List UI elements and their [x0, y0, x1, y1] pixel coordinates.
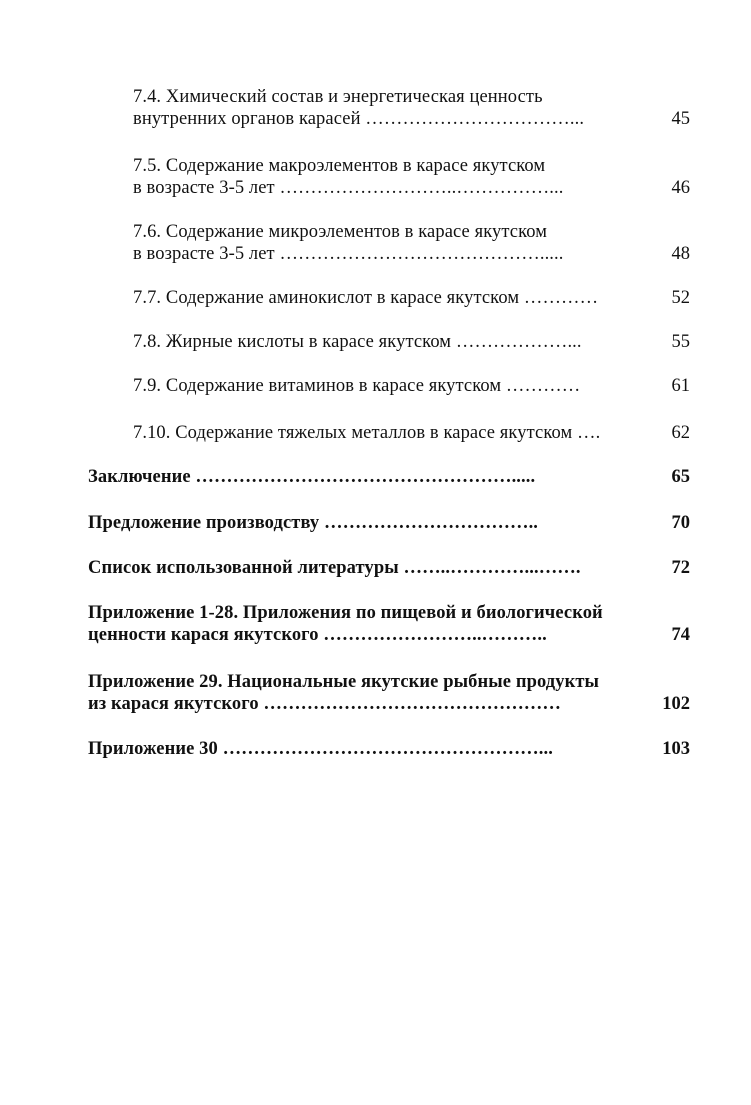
toc-entry-title-line2: ценности карася якутского ……………………..……….. — [88, 625, 547, 645]
toc-entry-title-line1: Приложение 29. Национальные якутские рыбные продукты — [88, 672, 600, 692]
toc-entry-title-line2: из карася якутского ………………………………………… — [88, 694, 561, 714]
toc-entry-title-line1: 7.6. Содержание микроэлементов в карасе якутском — [133, 222, 548, 242]
toc-entry-title-line2: внутренних органов карасей ……………………………... — [133, 109, 585, 129]
toc-entry-page-number: 103 — [662, 739, 690, 759]
toc-entry-title-line2: в возрасте 3-5 лет ……………………………………..... — [133, 244, 564, 264]
toc-entry-page-number: 55 — [671, 332, 690, 352]
toc-entry-page-number: 45 — [671, 109, 690, 129]
toc-entry-page-number: 70 — [671, 513, 690, 533]
toc-entry-title-line1: Приложение 1-28. Приложения по пищевой и биологической — [88, 603, 603, 623]
toc-entry-title: 7.7. Содержание аминокислот в карасе якутском ………… — [133, 288, 599, 308]
toc-entry-page-number: 102 — [662, 694, 690, 714]
toc-entry-page-number: 61 — [671, 376, 690, 396]
toc-entry-title-line1: 7.4. Химический состав и энергетическая ценность — [133, 87, 543, 107]
toc-entry-page-number: 52 — [671, 288, 690, 308]
toc-entry-page-number: 74 — [671, 625, 690, 645]
toc-entry-title: 7.9. Содержание витаминов в карасе якутском ………… — [133, 376, 581, 396]
toc-entry-page-number: 46 — [671, 178, 690, 198]
toc-entry-title: 7.10. Содержание тяжелых металлов в карасе якутском …. — [133, 423, 601, 443]
toc-entry-title-line1: 7.5. Содержание макроэлементов в карасе якутском — [133, 156, 546, 176]
toc-entry-title: 7.8. Жирные кислоты в карасе якутском ………………... — [133, 332, 582, 352]
toc-entry-page-number: 72 — [671, 558, 690, 578]
toc-entry-title: Список использованной литературы ……..…………...……. — [88, 558, 581, 578]
toc-entry-page-number: 65 — [671, 467, 690, 487]
toc-entry-title: Заключение ……………………………………………..... — [88, 467, 536, 487]
toc-entry-title: Приложение 30 ……………………………………………... — [88, 739, 553, 759]
toc-entry-page-number: 62 — [671, 423, 690, 443]
toc-entry-page-number: 48 — [671, 244, 690, 264]
toc-entry-title: Предложение производству …………………………….. — [88, 513, 539, 533]
toc-entry-title-line2: в возрасте 3-5 лет ………………………..……………... — [133, 178, 564, 198]
